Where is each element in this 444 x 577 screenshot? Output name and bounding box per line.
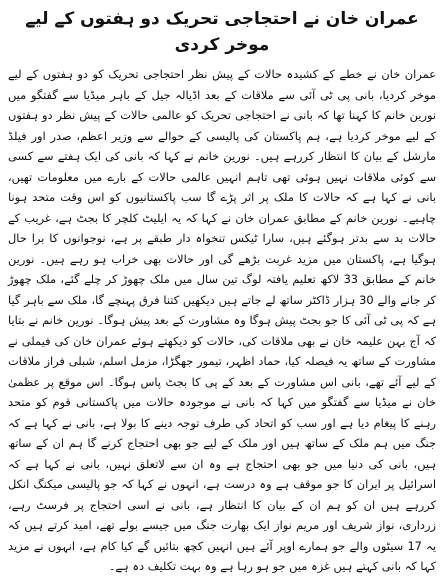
article-body: عمران خان نے خطے کے کشیدہ حالات کے پیش نظر احتجاجی تحریک کو دو ہفتوں کے لیے موخر کردیا، بانی پی ٹی آئی سے ملاقات کے بعد اڈیالہ جیل کے باہر میڈیا سے گفتگو میں نورین خانم کا کہنا تھا کہ بانی نے احتجاجی تحریک کو عالمی حالات کے پیش نظر دو ہفتوں کے لیے موخر کردیا ہے، ہم پاکستان کی پالیسی کے حوالے سے وزیر اعظم، صدر اور فیلڈ مارشل کے بیان کا انتظار کررہے ہیں۔ نورین خانم نے کہا کہ بانی کی ایک ہفتے سے کسی سے کوئی ملاقات نہیں ہوئی تھی تاہم انہیں عالمی حالات کے بارے میں معلومات تھیں، بانی نے کہا ہے کہ حالات کا ملک پر اثر پڑے گا سب پاکستانیوں کو اس وقت متحد ہونا چاہیے۔ نورین خانم کے مطابق عمران خان نے کہا کہ یہ ایلیٹ کلچر کا بجٹ ہے، غریب کے حالات بد سے بدتر ہوگئے ہیں، سارا ٹیکس تنخواہ دار طبقے پر ہے، نوجوانوں کا برا حال ہوگیا ہے، پاکستان میں مزید غربت بڑھے گی اور حالات بھی خراب ہو رہے ہیں۔ نورین خانم کے مطابق 33 لاکھ تعلیم یافتہ لوگ تین سال میں ملک چھوڑ کر چلے گئے، ملک چھوڑ کر جانے والے 30 ہزار ڈاکٹر ساتھ لے جاتے ہیں دیکھیں کتنا فرق پہنچے گا، ملک سے باہر گیا ہے کہ پی ٹی آئی کا جو بجٹ پیش ہوگا وہ مشاورت کے بعد پیش ہوگا۔ نورین خانم نے بتایا کہ آج بہن علیمہ خان نے بھی ملاقات کی، حالات کو دیکھتے ہوئے عمران خان کی فیملی نے مشاورت کے ساتھ یہ فیصلہ کیا، حماد اظہر، تیمور جھگڑا، مزمل اسلم، شبلی فراز ملاقات کے لیے آئے تھے، بانی اس مشاورت کے بعد کے پی کا بجٹ پاس ہوگا۔ اس موقع پر عظمیٰ خان نے میڈیا سے گفتگو میں کہا کہ بانی نے موجودہ حالات میں پاکستانی قوم کو متحد رہنے کا پیغام دیا ہے اور سب کو اتحاد کی طرف توجہ دینے کا بولا ہے، بانی نے کہا ہے کہ جنگ میں ہم ملک کے ساتھ ہیں اور ملک کے لیے جو بھی احتجاج کرنے گا ہم ان کے ساتھ ہیں، بانی کی دنیا میں جو بھی احتجاج ہے وہ ان سے لاتعلق نہیں، بانی نے کہا ہے کہ اسرائیل پر ایران کا جو موقف ہے وہ درست ہے، انہوں نے کہا کہ جو پالیسی میکنگ انکل کررہے ہیں ان کو ہم ان کے بیان کا انتظار ہے، بانی نے اسی احتجاج پر فرسٹ رہے، زرداری، نواز شریف اور مریم نواز ایک بھارت جنگ میں جیسے بولے تھے، امید کرتے ہیں کہ یہ 17 سیٹوں والے جو ہمارے اوپر آئے ہیں انہیں کچھ بتائیں گے کیا کام ہے، انہوں نے مزید کہا کہ بانی کہتے ہیں غزہ میں جو ہو رہا ہے وہ بہت تکلیف دہ ہے۔ <box>8 67 437 573</box>
article-headline: عمران خان نے احتجاجی تحریک دو ہفتوں کے لیے موخر کردی <box>25 9 419 55</box>
